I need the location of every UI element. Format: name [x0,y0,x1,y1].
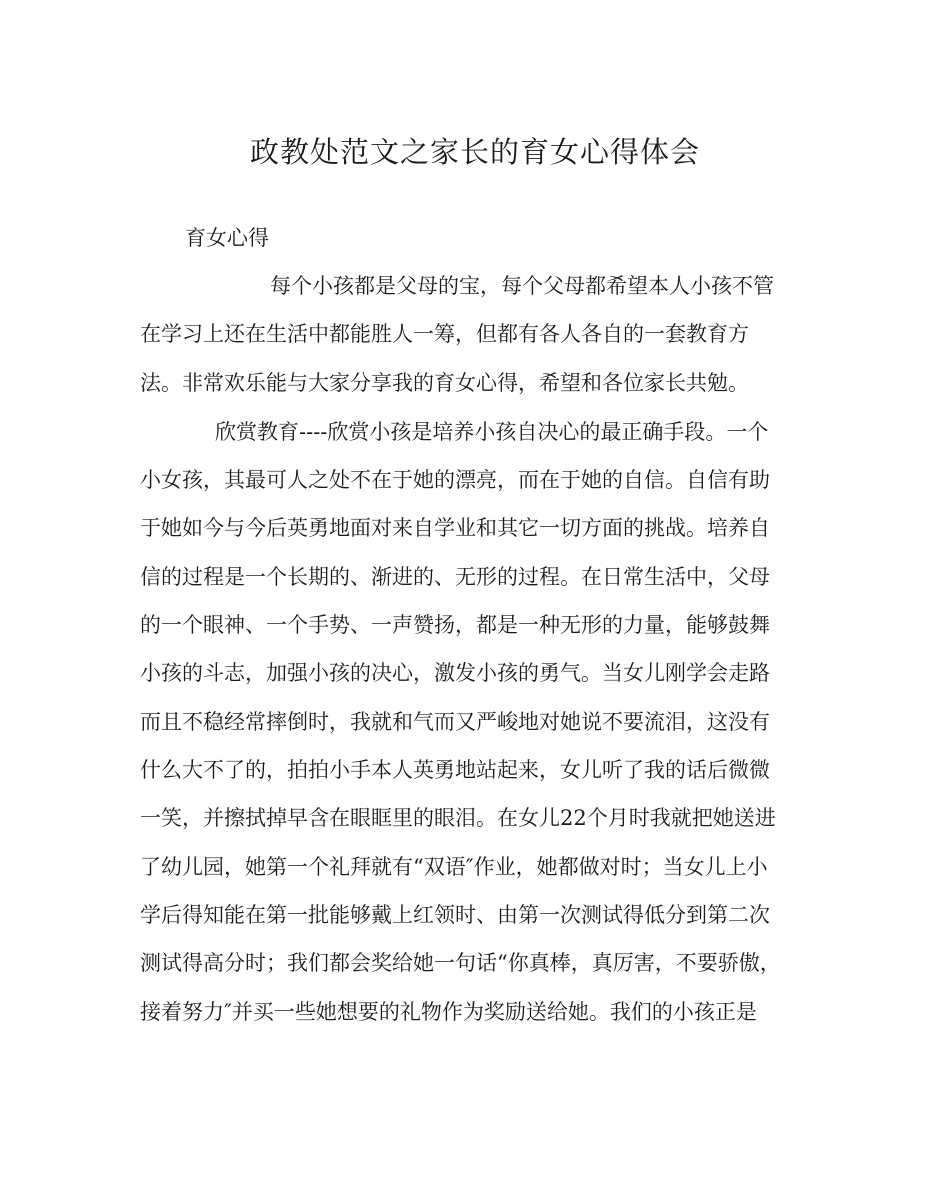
section-heading: 育女心得 [185,226,269,250]
body-text-line: 法。非常欢乐能与大家分享我的育女心得，希望和各位家长共勉。 [140,371,749,395]
body-text-line: 接着努力″并买一些她想要的礼物作为奖励送给她。我们的小孩正是 [140,1000,757,1024]
body-text-line: 小孩的斗志，加强小孩的决心，激发小孩的勇气。当女儿刚学会走路 [140,661,770,685]
body-text-line: 测试得高分时；我们都会奖给她一句话“你真棒，真厉害，不要骄傲， [140,951,781,975]
body-text-line: 一笑，并擦拭掉早含在眼眶里的眼泪。在女儿22个月时我就把她送进 [140,806,776,830]
body-text-line: 在学习上还在生活中都能胜人一筹，但都有各人各自的一套教育方 [140,322,749,346]
body-text-line: 了幼儿园，她第一个礼拜就有“双语″作业，她都做对时；当女儿上小 [140,855,768,879]
body-text-line: 欣赏教育----欣赏小孩是培养小孩自决心的最正确手段。一个 [215,420,769,444]
body-text-line: 而且不稳经常摔倒时，我就和气而又严峻地对她说不要流泪，这没有 [140,710,770,734]
body-text-line: 信的过程是一个长期的、渐进的、无形的过程。在日常生活中，父母 [140,565,770,589]
body-text-line: 什么大不了的，拍拍小手本人英勇地站起来，女儿听了我的话后微微 [140,758,770,782]
body-text-line: 的一个眼神、一个手势、一声赞扬，都是一种无形的力量，能够鼓舞 [140,613,770,637]
body-text-line: 于她如今与今后英勇地面对来自学业和其它一切方面的挑战。培养自 [140,516,770,540]
document-title: 政教处范文之家长的育女心得体会 [249,135,700,169]
body-text-line: 每个小孩都是父母的宝，每个父母都希望本人小孩不管 [270,274,774,298]
body-text-line: 小女孩，其最可人之处不在于她的漂亮，而在于她的自信。自信有助 [140,468,770,492]
body-text-line: 学后得知能在第一批能够戴上红领时、由第一次测试得低分到第二次 [140,903,770,927]
